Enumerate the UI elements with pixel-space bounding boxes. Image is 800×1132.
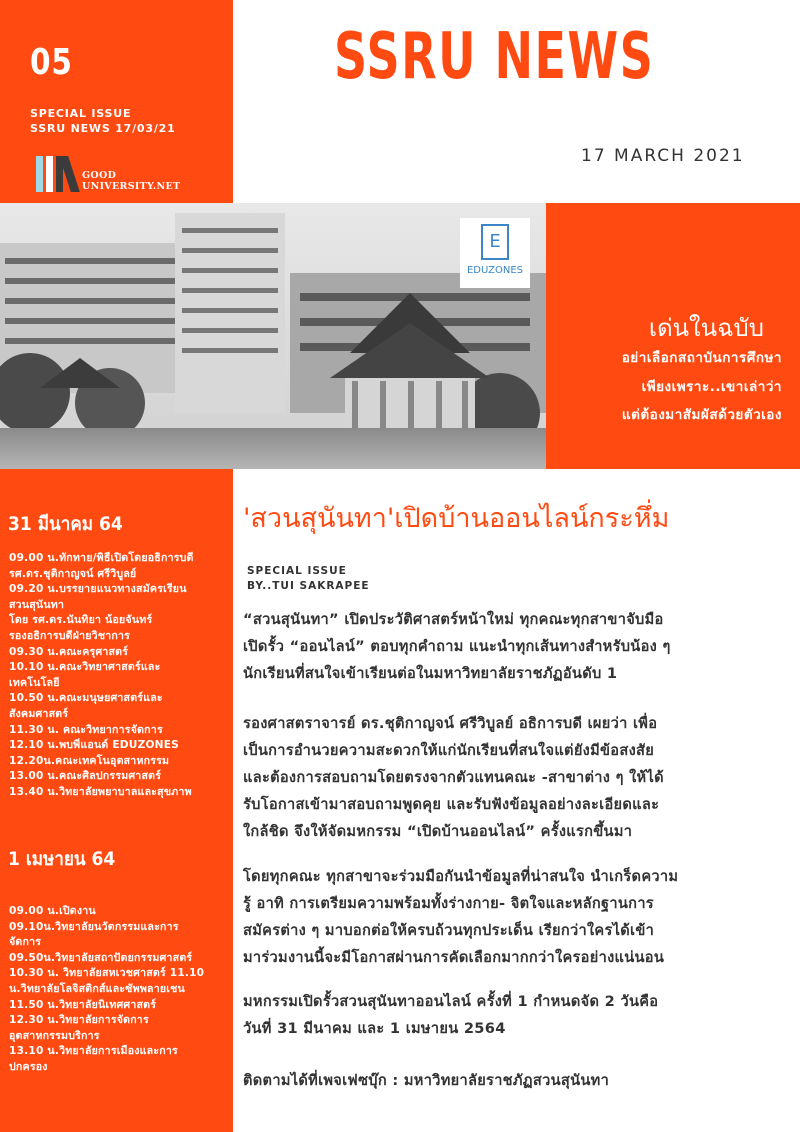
schedule-item: 11.30 น. คณะวิทยาการจัดการ: [9, 723, 163, 736]
schedule-item: อุตสาหกรรมบริการ: [9, 1029, 100, 1042]
article-paragraph-4: [243, 988, 793, 1042]
schedule-item: 10.50 น.คณะมนุษยศาสตร์และ: [9, 692, 163, 705]
highlight-line: เพียงเพราะ..เขาเล่าว่า: [641, 379, 782, 395]
paragraph-line: รับโอกาสเข้ามาสอบถามพูดคุย และรับฟังข้อมูลอย่างละเอียดและ: [243, 796, 660, 813]
paragraph-line: โดยทุกคณะ ทุกสาขาจะร่วมมือกันนำข้อมูลที่น่าสนใจ นำเกร็ดความ: [243, 868, 679, 885]
newsletter-title: SSRU NEWS: [334, 20, 655, 94]
paragraph-line: ติดตามได้ที่เพจเฟซบุ๊ก : มหาวิทยาลัยราชภัฏสวนสุนันทา: [243, 1072, 610, 1089]
schedule-item: 09.00 น.เปิดงาน: [9, 905, 96, 917]
schedule-item: 12.20น.คณะเทคโนอุตสาหกรรม: [9, 754, 170, 767]
paragraph-line: นักเรียนที่สนใจเข้าเรียนต่อในมหาวิทยาลัยราชภัฏอันดับ 1: [243, 665, 618, 682]
paragraph-line: มาร่วมงานนี้จะมีโอกาสผ่านการคัดเลือกมากกว่าใครอย่างแน่นอน: [243, 949, 665, 966]
schedule-item: 13.40 น.วิทยาลัยพยาบาลและสุขภาพ: [9, 785, 192, 798]
schedule-day1-heading: 31 มีนาคม 64: [8, 513, 123, 535]
paragraph-line: สมัครต่าง ๆ มาบอกต่อให้ครบถ้วนทุกประเด็น เรียกว่าใครได้เข้า: [243, 922, 655, 939]
paragraph-line: และต้องการสอบถามโดยตรงจากตัวแทนคณะ -สาขาต่าง ๆ ให้ได้: [243, 769, 664, 786]
schedule-item: 09.20 น.บรรยายแนวทางสมัครเรียน: [9, 583, 187, 596]
schedule-item: 10.10 น.คณะวิทยาศาสตร์และ: [9, 661, 161, 674]
schedule-day2-heading: 1 เมษายน 64: [8, 848, 116, 870]
logo-text-good: GOOD: [82, 170, 117, 181]
schedule-sidebar: [0, 469, 233, 1132]
schedule-item: จัดการ: [9, 936, 42, 949]
schedule-item: 09.30 น.คณะครุศาสตร์: [9, 645, 129, 658]
eduzones-sign-letter: E: [489, 231, 501, 252]
schedule-day1-list: [9, 551, 231, 801]
eduzones-sign-text: EDUZONES: [466, 265, 524, 276]
schedule-item: 09.00 น.ทักทาย/พิธีเปิดโดยอธิการบดี: [9, 552, 194, 564]
schedule-item: สวนสุนันทา: [9, 598, 65, 611]
schedule-item: สังคมศาสตร์: [9, 707, 69, 720]
schedule-day2-list: [9, 904, 231, 1076]
article-byline-author: BY..TUI SAKRAPEE: [247, 580, 370, 592]
logo-bars-icon: [36, 156, 80, 192]
schedule-item: 12.30 น.วิทยาลัยการจัดการ: [9, 1014, 149, 1027]
schedule-item: รศ.ดร.ชุติกาญจน์ ศรีวิบูลย์: [9, 567, 137, 580]
article-paragraph-2: [243, 710, 793, 845]
schedule-item: เทคโนโลยี: [9, 676, 60, 689]
article-byline-issue: SPECIAL ISSUE: [247, 565, 347, 577]
schedule-item: โดย รศ.ดร.นันทิยา น้อยจันทร์: [9, 614, 153, 627]
highlight-line: แต่ต้องมาสัมผัสด้วยตัวเอง: [621, 407, 782, 423]
paragraph-line: รู้ อาทิ การเตรียมความพร้อมทั้งร่างกาย- จิตใจและหลักฐานการ: [243, 895, 654, 912]
issue-date: 17 MARCH 2021: [581, 146, 745, 166]
paragraph-line: รองศาสตราจารย์ ดร.ชุติกาญจน์ ศรีวิบูลย์ อธิการบดี เผยว่า เพื่อ: [243, 715, 658, 732]
campus-photo: [0, 203, 546, 469]
logo-text-university: UNIVERSITY.NET: [82, 181, 181, 192]
schedule-item: ปกครอง: [9, 1060, 48, 1073]
schedule-item: รองอธิการบดีฝ่ายวิชาการ: [9, 629, 131, 642]
paragraph-line: “สวนสุนันทา” เปิดประวัติศาสตร์หน้าใหม่ ทุกคณะทุกสาขาจับมือ: [243, 611, 664, 628]
highlight-line: อย่าเลือกสถาบันการศึกษา: [621, 350, 782, 366]
schedule-item: 09.10น.วิทยาลัยนวัตกรรมและการ: [9, 920, 179, 933]
good-university-logo: [36, 152, 196, 192]
schedule-item: 13.10 น.วิทยาลัยการเมืองและการ: [9, 1045, 178, 1058]
paragraph-line: ใกล้ชิด จึงให้จัดมหกรรม “เปิดบ้านออนไลน์” ครั้งแรกขึ้นมา: [243, 823, 633, 840]
paragraph-line: มหกรรมเปิดรั้วสวนสุนันทาออนไลน์ ครั้งที่ 1 กำหนดจัด 2 วันคือ: [243, 993, 659, 1010]
paragraph-line: วันที่ 31 มีนาคม และ 1 เมษายน 2564: [243, 1020, 506, 1037]
issue-reference: SSRU NEWS 17/03/21: [30, 122, 176, 135]
issue-number: 05: [30, 42, 73, 83]
paragraph-line: เป็นการอำนวยความสะดวกให้แก่นักเรียนที่สนใจแต่ยังมีข้อสงสัย: [243, 742, 655, 759]
schedule-item: น.วิทยาลัยโลจิสติกส์และซัพพลายเชน: [9, 982, 185, 995]
paragraph-line: เปิดรั้ว “ออนไลน์” ตอบทุกคำถาม แนะนำทุกเส้นทางสำหรับน้อง ๆ: [243, 638, 671, 655]
schedule-item: 13.00 น.คณะศิลปกรรมศาสตร์: [9, 770, 162, 783]
masthead-left-block: [0, 0, 233, 203]
schedule-item: 12.10 น.พบพี่แอนด์ EDUZONES: [9, 739, 180, 752]
article-paragraph-3: [243, 863, 793, 971]
special-issue-label: SPECIAL ISSUE: [30, 107, 132, 120]
article-paragraph-1: [243, 606, 793, 687]
article-headline: 'สวนสุนันทา'เปิดบ้านออนไลน์กระหึ่ม: [243, 503, 670, 534]
highlight-title: เด่นในฉบับ: [648, 314, 764, 342]
article-paragraph-5: [243, 1067, 793, 1094]
schedule-item: 10.30 น. วิทยาลัยสหเวชศาสตร์ 11.10: [9, 967, 205, 980]
schedule-item: 09.50น.วิทยาลัยสถาปัตยกรรมศาสตร์: [9, 951, 193, 964]
schedule-item: 11.50 น.วิทยาลัยนิเทศศาสตร์: [9, 998, 157, 1011]
highlight-box: [546, 203, 800, 469]
